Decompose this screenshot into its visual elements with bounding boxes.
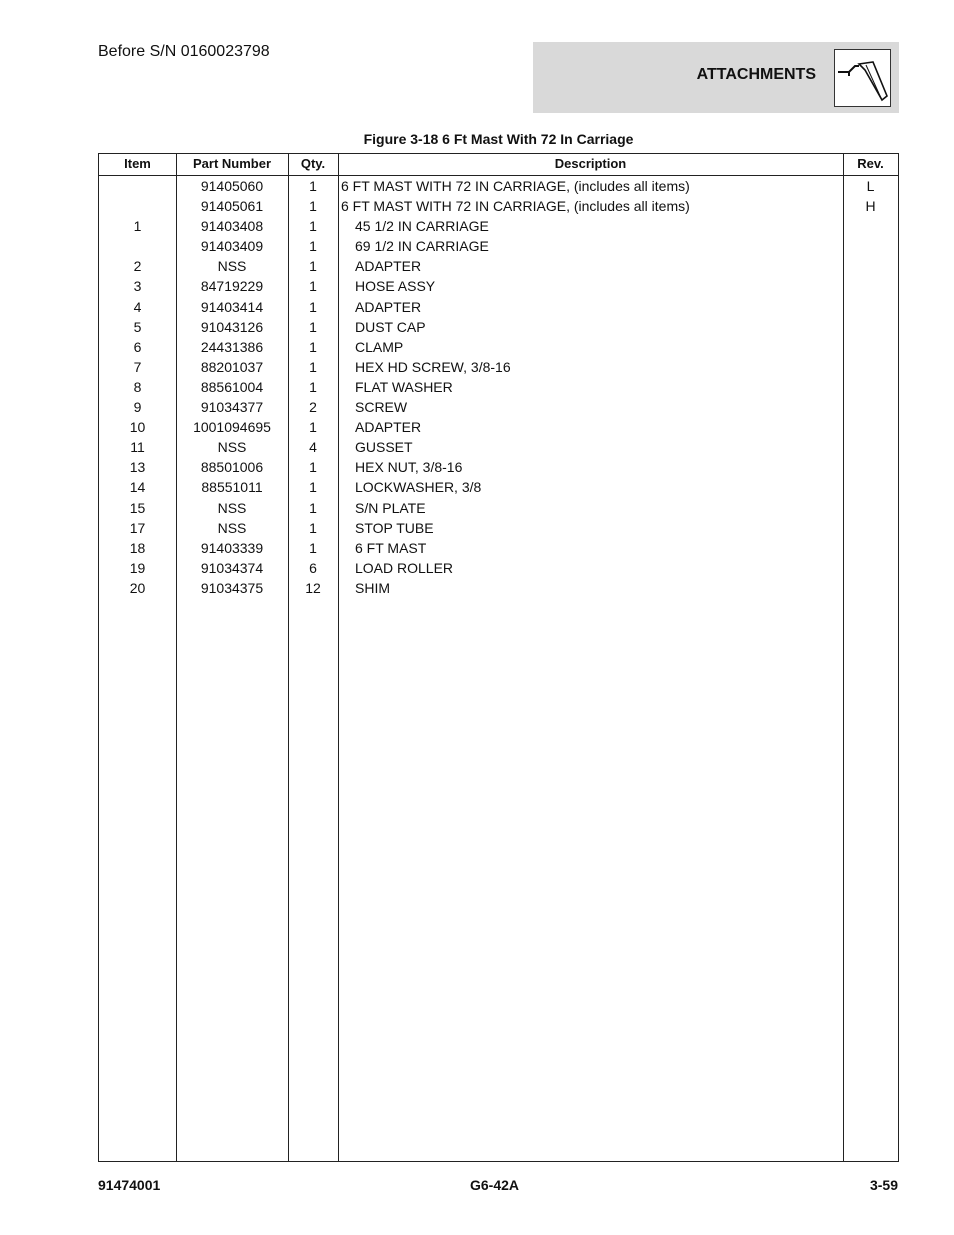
item-cell: 4 [133, 298, 142, 315]
qty-cell: 1 [309, 318, 317, 335]
footer-model: G6-42A [470, 1177, 520, 1193]
column-header-qty: Qty. [300, 156, 326, 171]
parts-table [98, 153, 899, 1162]
item-cell: 5 [133, 318, 142, 335]
footer-page-number: 3-59 [869, 1177, 898, 1193]
footer-doc-number: 91474001 [98, 1177, 161, 1193]
figure-title: Figure 3-18 6 Ft Mast With 72 In Carriage [363, 131, 634, 147]
table-row [99, 498, 898, 518]
table-row [99, 578, 898, 598]
table-row [99, 417, 898, 437]
item-cell: 8 [133, 378, 142, 395]
table-row [99, 518, 898, 538]
qty-cell: 1 [309, 479, 317, 496]
rev-cell: H [865, 198, 876, 215]
part-number-cell: NSS [217, 499, 247, 516]
table-row [99, 236, 898, 256]
qty-cell: 1 [309, 198, 317, 215]
table-row [99, 538, 898, 558]
qty-cell: 1 [309, 298, 317, 315]
part-number-cell: 88201037 [200, 358, 264, 375]
part-number-cell: 91034377 [200, 399, 264, 416]
table-row [99, 176, 898, 196]
part-number-cell: 91043126 [200, 318, 264, 335]
table-row [99, 276, 898, 296]
item-cell: 10 [129, 419, 146, 436]
table-row [99, 297, 898, 317]
qty-cell: 1 [309, 519, 317, 536]
part-number-cell: 91403414 [200, 298, 264, 315]
column-header-rev: Rev. [857, 156, 884, 171]
part-number-cell: 91034374 [200, 559, 264, 576]
table-row [99, 357, 898, 377]
description-cell: HEX NUT, 3/8-16 [355, 459, 463, 476]
part-number-cell: 91034375 [200, 579, 264, 596]
qty-cell: 1 [309, 218, 317, 235]
table-row [99, 216, 898, 236]
part-number-cell: 88561004 [200, 378, 264, 395]
qty-cell: 1 [309, 378, 317, 395]
table-row [99, 317, 898, 337]
item-cell: 20 [129, 579, 146, 596]
column-header-description: Description [554, 156, 627, 171]
description-cell: ADAPTER [355, 258, 422, 275]
qty-cell: 1 [309, 539, 317, 556]
description-cell: CLAMP [355, 338, 404, 355]
part-number-cell: 88501006 [200, 459, 264, 476]
qty-cell: 6 [309, 559, 317, 576]
qty-cell: 1 [309, 238, 317, 255]
description-cell: LOAD ROLLER [355, 559, 454, 576]
description-cell: DUST CAP [355, 318, 426, 335]
description-cell: ADAPTER [355, 419, 422, 436]
qty-cell: 1 [309, 178, 317, 194]
table-header [99, 154, 898, 176]
part-number-cell: 91405061 [200, 198, 264, 215]
description-cell: SCREW [355, 399, 408, 416]
qty-cell: 12 [305, 579, 321, 596]
item-cell: 11 [130, 439, 145, 456]
part-number-cell: 88551011 [201, 479, 263, 496]
description-cell: 6 FT MAST WITH 72 IN CARRIAGE, (includes all items) [341, 178, 690, 194]
item-cell: 7 [133, 358, 142, 375]
qty-cell: 1 [309, 278, 317, 295]
part-number-cell: 91403408 [200, 218, 264, 235]
description-cell: 6 FT MAST WITH 72 IN CARRIAGE, (includes all items) [341, 198, 690, 215]
description-cell: HEX HD SCREW, 3/8-16 [355, 358, 511, 375]
rev-cell: L [866, 178, 875, 194]
item-cell: 15 [129, 499, 146, 516]
item-cell: 17 [129, 519, 146, 536]
qty-cell: 1 [309, 258, 317, 275]
table-row [99, 196, 898, 216]
qty-cell: 4 [309, 439, 317, 456]
table-row [99, 256, 898, 276]
table-row [99, 477, 898, 497]
qty-cell: 2 [309, 399, 317, 416]
description-cell: 6 FT MAST [355, 539, 427, 556]
column-header-part-number: Part Number [192, 156, 272, 171]
section-title: ATTACHMENTS [696, 66, 816, 83]
table-row [99, 337, 898, 357]
part-number-cell: 24431386 [200, 338, 264, 355]
table-row [99, 437, 898, 457]
description-cell: 69 1/2 IN CARRIAGE [355, 238, 489, 255]
serial-number-note: Before S/N 0160023798 [98, 43, 270, 60]
description-cell: GUSSET [355, 439, 413, 456]
description-cell: SHIM [355, 579, 390, 596]
qty-cell: 1 [309, 358, 317, 375]
qty-cell: 1 [309, 419, 317, 436]
part-number-cell: 91403339 [200, 539, 264, 556]
item-cell: 6 [133, 338, 142, 355]
table-row [99, 457, 898, 477]
table-row [99, 558, 898, 578]
table-body [99, 176, 898, 598]
description-cell: HOSE ASSY [355, 278, 436, 295]
item-cell: 13 [129, 459, 146, 476]
item-cell: 2 [133, 258, 142, 275]
part-number-cell: NSS [217, 519, 247, 536]
item-cell: 14 [129, 479, 146, 496]
item-cell: 18 [129, 539, 146, 556]
description-cell: LOCKWASHER, 3/8 [355, 479, 482, 496]
item-cell: 9 [133, 399, 142, 416]
qty-cell: 1 [309, 338, 317, 355]
part-number-cell: 91403409 [200, 238, 264, 255]
item-cell: 3 [133, 278, 142, 295]
part-number-cell: 1001094695 [193, 419, 271, 436]
part-number-cell: NSS [217, 439, 247, 456]
description-cell: FLAT WASHER [355, 378, 453, 395]
item-cell: 19 [129, 559, 146, 576]
section-tab [533, 42, 899, 113]
attachment-fork-icon [834, 49, 891, 107]
description-cell: ADAPTER [355, 298, 422, 315]
qty-cell: 1 [309, 499, 317, 516]
part-number-cell: NSS [217, 258, 247, 275]
table-row [99, 397, 898, 417]
description-cell: S/N PLATE [355, 499, 426, 516]
description-cell: STOP TUBE [355, 519, 434, 536]
item-cell: 1 [133, 218, 142, 235]
table-row [99, 377, 898, 397]
description-cell: 45 1/2 IN CARRIAGE [355, 218, 489, 235]
column-header-item: Item [124, 156, 151, 171]
part-number-cell: 91405060 [200, 178, 264, 194]
part-number-cell: 84719229 [200, 278, 264, 295]
qty-cell: 1 [309, 459, 317, 476]
